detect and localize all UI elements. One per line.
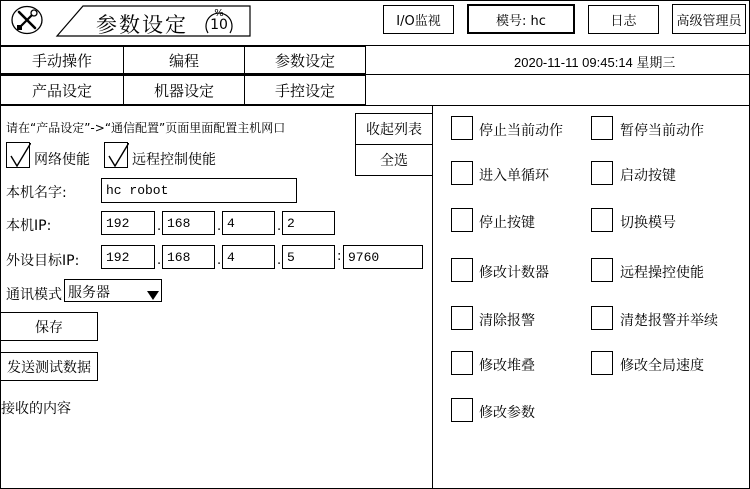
- datetime: 2020-11-11 09:45:14 星期三: [514, 55, 676, 70]
- local-ip-octet-3[interactable]: 4: [222, 211, 275, 235]
- collapse-list-button[interactable]: 收起列表: [355, 113, 433, 145]
- option-checkbox[interactable]: [451, 161, 473, 185]
- option-checkbox[interactable]: [451, 116, 473, 140]
- option-checkbox[interactable]: [591, 258, 613, 282]
- port-colon: :: [337, 249, 342, 264]
- checkmark-icon: [105, 143, 129, 169]
- option-checkbox[interactable]: [451, 208, 473, 232]
- save-button[interactable]: 保存: [0, 312, 98, 341]
- option-label: 暂停当前动作: [620, 123, 704, 139]
- option-checkbox[interactable]: [591, 306, 613, 330]
- model-number-button[interactable]: 模号: hc: [467, 4, 575, 34]
- option-label: 修改堆叠: [479, 358, 535, 374]
- option-checkbox[interactable]: [451, 258, 473, 282]
- comm-mode-label: 通讯模式: [6, 287, 62, 303]
- option-checkbox[interactable]: [451, 398, 473, 422]
- remote-control-enable-checkbox[interactable]: [104, 142, 128, 168]
- tab-manual-operation[interactable]: 手动操作: [0, 46, 124, 74]
- option-label: 远程操控使能: [620, 265, 704, 281]
- target-ip-octet-1[interactable]: 192: [101, 245, 155, 269]
- option-checkbox[interactable]: [451, 306, 473, 330]
- option-label: 切换模号: [620, 215, 676, 231]
- hostname-label: 本机名字:: [6, 185, 67, 201]
- option-checkbox[interactable]: [591, 208, 613, 232]
- target-ip-octet-3[interactable]: 4: [222, 245, 275, 269]
- page-title: 参数设定: [96, 13, 188, 37]
- option-checkbox[interactable]: [451, 351, 473, 375]
- tab-machine-settings[interactable]: 机器设定: [123, 75, 245, 105]
- tab-programming[interactable]: 编程: [123, 46, 245, 74]
- ip-dot: .: [217, 219, 222, 234]
- ip-dot: .: [217, 253, 222, 268]
- received-content-label: 接收的内容: [1, 401, 71, 417]
- remote-control-enable-label: 远程控制使能: [132, 152, 216, 168]
- network-enable-label: 网络使能: [34, 152, 90, 168]
- option-label: 清楚报警并举续: [620, 313, 718, 329]
- tab-product-settings[interactable]: 产品设定: [0, 75, 124, 105]
- send-test-data-button[interactable]: 发送测试数据: [0, 352, 98, 381]
- right-panel-border: [432, 106, 433, 489]
- tools-icon[interactable]: [10, 5, 44, 35]
- target-port-input[interactable]: 9760: [343, 245, 423, 269]
- option-label: 进入单循环: [479, 168, 549, 184]
- option-label: 停止按键: [479, 215, 535, 231]
- option-checkbox[interactable]: [591, 351, 613, 375]
- local-ip-label: 本机IP:: [6, 218, 52, 234]
- hostname-input[interactable]: hc robot: [101, 178, 297, 203]
- tab-handheld-settings[interactable]: 手控设定: [244, 75, 366, 105]
- checkmark-icon: [7, 143, 31, 169]
- speed-gauge-symbol: %: [214, 7, 224, 19]
- select-all-button[interactable]: 全选: [355, 144, 433, 176]
- option-label: 启动按键: [620, 168, 676, 184]
- option-label: 清除报警: [479, 313, 535, 329]
- ip-dot: .: [157, 219, 162, 234]
- io-monitor-button[interactable]: I/O监视: [383, 5, 454, 34]
- log-button[interactable]: 日志: [588, 5, 659, 34]
- tab-parameter-settings[interactable]: 参数设定: [244, 46, 366, 74]
- ip-dot: .: [277, 219, 282, 234]
- ip-dot: .: [277, 253, 282, 268]
- network-enable-checkbox[interactable]: [6, 142, 30, 168]
- local-ip-octet-2[interactable]: 168: [162, 211, 215, 235]
- option-checkbox[interactable]: [591, 116, 613, 140]
- local-ip-octet-4[interactable]: 2: [282, 211, 335, 235]
- dropdown-arrow-icon: [147, 286, 159, 305]
- local-ip-octet-1[interactable]: 192: [101, 211, 155, 235]
- subtabs-divider: [0, 105, 750, 106]
- option-checkbox[interactable]: [591, 161, 613, 185]
- info-text: 请在“产品设定”->“通信配置”页面里面配置主机网口: [6, 121, 286, 135]
- speed-gauge-value: 10: [210, 17, 228, 33]
- target-ip-octet-4[interactable]: 5: [282, 245, 335, 269]
- option-label: 修改参数: [479, 405, 535, 421]
- target-ip-label: 外设目标IP:: [6, 253, 80, 269]
- comm-mode-value: 服务器: [68, 285, 110, 301]
- comm-mode-select[interactable]: [64, 279, 162, 302]
- ip-dot: .: [157, 253, 162, 268]
- option-label: 停止当前动作: [479, 123, 563, 139]
- admin-button[interactable]: 高级管理员: [672, 4, 746, 34]
- target-ip-octet-2[interactable]: 168: [162, 245, 215, 269]
- option-label: 修改计数器: [479, 265, 549, 281]
- option-label: 修改全局速度: [620, 358, 704, 374]
